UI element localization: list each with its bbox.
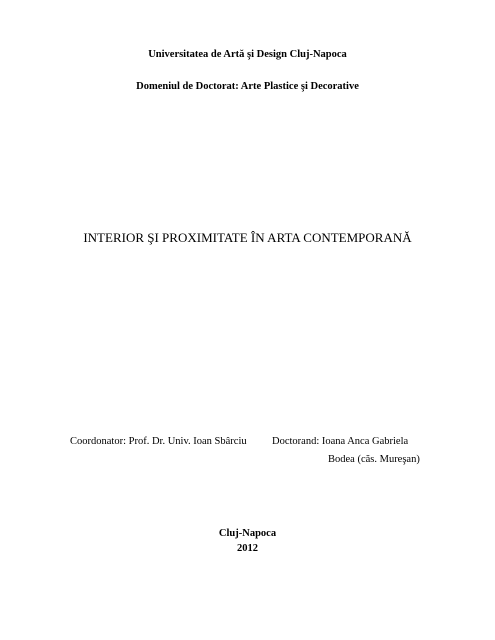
doctorand-name-line-1: Doctorand: Ioana Anca Gabriela xyxy=(272,436,409,447)
doctorand-name-line-2: Bodea (căs. Mureşan) xyxy=(328,454,420,465)
thesis-title: INTERIOR ŞI PROXIMITATE ÎN ARTA CONTEMPORANĂ xyxy=(83,230,412,245)
university-name: Universitatea de Artă şi Design Cluj-Napoca xyxy=(148,49,347,60)
year: 2012 xyxy=(237,543,258,554)
doctoral-domain: Domeniul de Doctorat: Arte Plastice şi Decorative xyxy=(136,81,359,92)
coordinator-name: Coordonator: Prof. Dr. Univ. Ioan Sbârciu xyxy=(70,436,247,447)
city: Cluj-Napoca xyxy=(218,528,277,539)
